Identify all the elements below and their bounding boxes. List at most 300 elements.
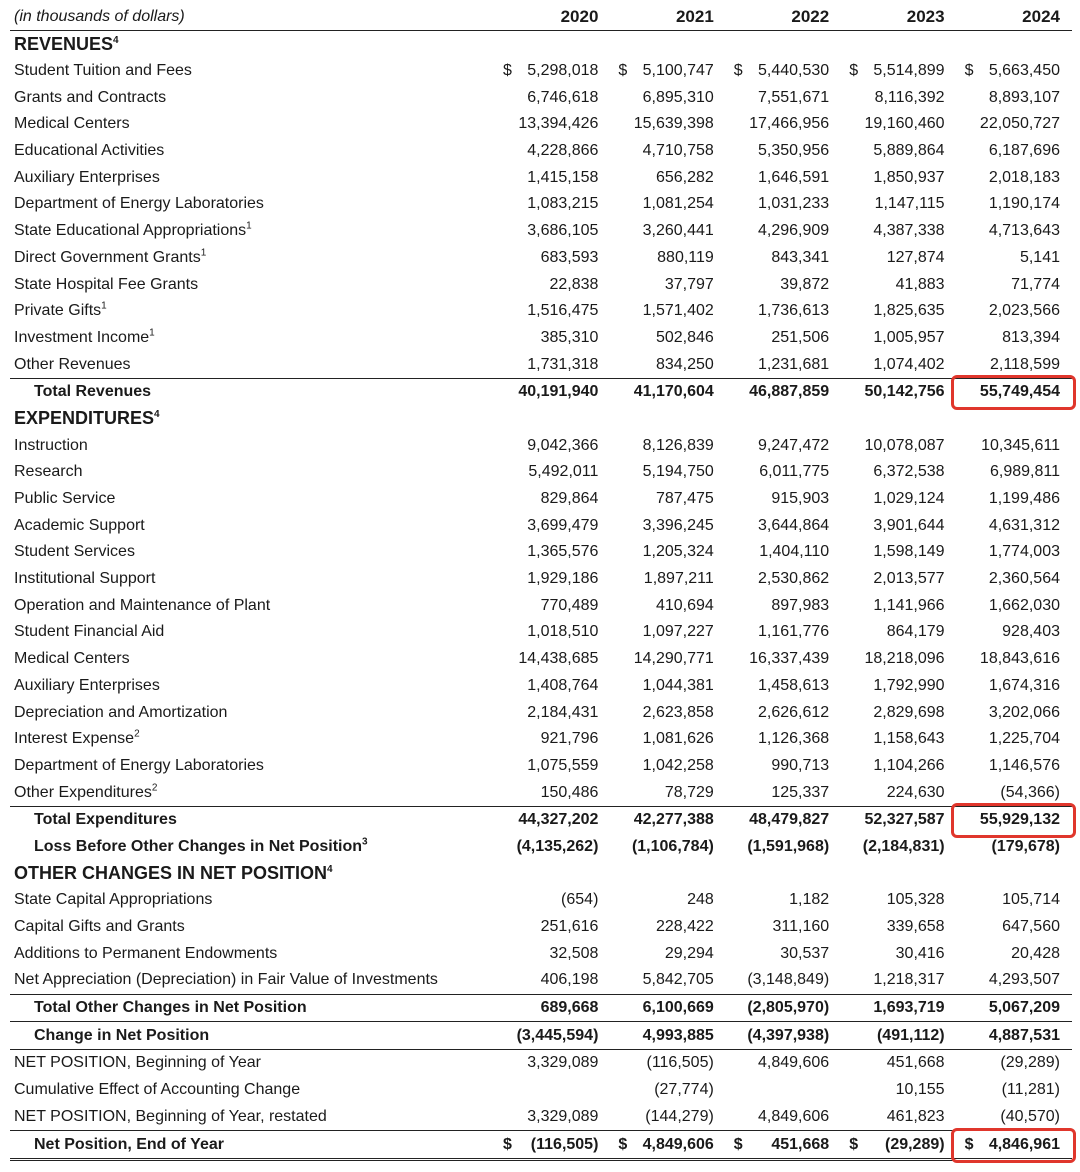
value-text: 1,774,003 bbox=[988, 543, 1060, 561]
value-cell bbox=[957, 860, 1072, 887]
value-cell bbox=[495, 753, 610, 780]
row-label bbox=[10, 914, 495, 941]
table-row bbox=[10, 486, 1072, 513]
value-cell bbox=[610, 459, 725, 486]
value-cell bbox=[726, 512, 841, 539]
value-cell bbox=[841, 351, 956, 378]
value-text: 78,729 bbox=[664, 783, 714, 801]
value-cell bbox=[495, 940, 610, 967]
value-text: 4,849,606 bbox=[758, 1054, 830, 1072]
value-text: 1,147,115 bbox=[874, 195, 945, 213]
total-row bbox=[10, 994, 1072, 1022]
value-text: 71,774 bbox=[1011, 275, 1060, 293]
value-cell bbox=[841, 325, 956, 352]
table-row bbox=[10, 351, 1072, 378]
value-cell bbox=[495, 325, 610, 352]
value-text: 105,328 bbox=[886, 891, 945, 909]
section-heading-row bbox=[10, 860, 1072, 887]
row-label bbox=[10, 1050, 495, 1077]
value-cell bbox=[726, 592, 841, 619]
row-label bbox=[10, 646, 495, 673]
value-text: 385,310 bbox=[540, 328, 599, 346]
value-text: 18,218,096 bbox=[864, 650, 945, 668]
value-cell bbox=[726, 860, 841, 887]
value-cell bbox=[610, 779, 725, 806]
value-text: 864,179 bbox=[886, 623, 945, 641]
value-cell bbox=[841, 887, 956, 914]
row-label bbox=[10, 58, 495, 85]
row-label bbox=[10, 111, 495, 138]
row-label-text: Grants and Contracts bbox=[14, 88, 167, 106]
value-cell bbox=[841, 834, 956, 861]
year-header: 2021 bbox=[610, 4, 725, 31]
value-text: 4,713,643 bbox=[988, 222, 1060, 240]
value-cell bbox=[841, 486, 956, 513]
value-text: 1,097,227 bbox=[642, 623, 714, 641]
value-cell bbox=[610, 351, 725, 378]
value-text: 1,225,704 bbox=[988, 730, 1060, 748]
table-row bbox=[10, 539, 1072, 566]
value-cell bbox=[495, 673, 610, 700]
value-cell bbox=[726, 779, 841, 806]
row-label-text: Auxiliary Enterprises bbox=[14, 168, 160, 186]
value-text: 10,155 bbox=[895, 1081, 945, 1099]
value-cell bbox=[957, 779, 1072, 806]
value-cell bbox=[726, 673, 841, 700]
value-text: 1,141,966 bbox=[873, 596, 945, 614]
value-text: 1,404,110 bbox=[759, 543, 830, 561]
value-text: 3,202,066 bbox=[988, 703, 1060, 721]
table-row bbox=[10, 646, 1072, 673]
row-label-text: Additions to Permanent Endowments bbox=[14, 944, 278, 962]
value-text: 251,506 bbox=[771, 328, 830, 346]
value-text: 4,846,961 bbox=[988, 1135, 1060, 1153]
row-label bbox=[10, 191, 495, 218]
value-cell bbox=[841, 1104, 956, 1131]
value-text: (3,148,849) bbox=[747, 971, 830, 989]
footnote-marker: 1 bbox=[101, 300, 107, 312]
value-cell bbox=[841, 378, 956, 405]
value-cell bbox=[726, 432, 841, 459]
value-text: 502,846 bbox=[655, 328, 714, 346]
value-text: 410,694 bbox=[655, 596, 714, 614]
value-text: 228,422 bbox=[655, 918, 714, 936]
value-text: 39,872 bbox=[780, 275, 830, 293]
value-cell bbox=[610, 1104, 725, 1131]
value-cell bbox=[726, 726, 841, 753]
value-text: 1,674,316 bbox=[988, 676, 1060, 694]
value-text: 770,489 bbox=[540, 596, 599, 614]
value-text: 5,492,011 bbox=[528, 463, 599, 481]
value-cell bbox=[841, 245, 956, 272]
value-text: 4,631,312 bbox=[988, 516, 1060, 534]
value-text: 4,296,909 bbox=[758, 222, 830, 240]
value-text: 787,475 bbox=[655, 490, 714, 508]
value-text: 7,551,671 bbox=[758, 88, 830, 106]
subtotal-row bbox=[10, 834, 1072, 861]
table-row bbox=[10, 298, 1072, 325]
value-text: 127,874 bbox=[886, 248, 945, 266]
value-cell bbox=[610, 298, 725, 325]
table-row bbox=[10, 325, 1072, 352]
value-cell bbox=[726, 566, 841, 593]
value-cell bbox=[726, 619, 841, 646]
currency-symbol: $ bbox=[618, 1135, 628, 1153]
value-text: 1,929,186 bbox=[527, 570, 599, 588]
value-text: 248 bbox=[687, 891, 714, 909]
value-cell bbox=[957, 1022, 1072, 1050]
value-cell bbox=[726, 1131, 841, 1160]
table-row bbox=[10, 1104, 1072, 1131]
value-text: 6,011,775 bbox=[759, 463, 830, 481]
value-text: 6,989,811 bbox=[990, 463, 1060, 481]
row-label bbox=[10, 806, 495, 833]
value-cell bbox=[610, 592, 725, 619]
value-text: (116,505) bbox=[530, 1135, 599, 1153]
row-label-text: OTHER CHANGES IN NET POSITION bbox=[14, 863, 328, 884]
value-cell bbox=[841, 271, 956, 298]
value-cell bbox=[495, 84, 610, 111]
value-cell bbox=[957, 164, 1072, 191]
row-label-text: Net Appreciation (Depreciation) in Fair Value of Investments bbox=[14, 971, 438, 989]
value-cell bbox=[957, 84, 1072, 111]
value-cell bbox=[610, 914, 725, 941]
value-cell bbox=[495, 298, 610, 325]
value-cell bbox=[726, 940, 841, 967]
currency-symbol: $ bbox=[618, 62, 628, 80]
value-text: 1,074,402 bbox=[873, 355, 945, 373]
value-cell bbox=[726, 1077, 841, 1104]
value-cell bbox=[841, 191, 956, 218]
value-cell bbox=[841, 459, 956, 486]
value-cell bbox=[610, 646, 725, 673]
value-text: 3,686,105 bbox=[527, 222, 599, 240]
value-cell bbox=[726, 486, 841, 513]
value-cell bbox=[726, 1050, 841, 1077]
footnote-marker: 3 bbox=[362, 836, 368, 848]
value-cell bbox=[610, 834, 725, 861]
value-text: 14,438,685 bbox=[518, 650, 599, 668]
row-label-text: Other Expenditures bbox=[14, 783, 152, 801]
value-text: 4,993,885 bbox=[642, 1026, 714, 1044]
value-cell bbox=[610, 378, 725, 405]
value-text: 9,042,366 bbox=[527, 436, 599, 454]
value-text: 1,081,626 bbox=[642, 730, 714, 748]
value-cell bbox=[841, 111, 956, 138]
value-cell bbox=[610, 806, 725, 833]
value-text: 1,075,559 bbox=[527, 756, 599, 774]
value-text: 5,440,530 bbox=[758, 62, 830, 80]
value-text: 451,668 bbox=[771, 1135, 830, 1153]
value-text: 1,408,764 bbox=[527, 676, 599, 694]
value-cell bbox=[610, 1131, 725, 1160]
row-label bbox=[10, 351, 495, 378]
value-cell bbox=[610, 1050, 725, 1077]
value-cell bbox=[841, 914, 956, 941]
value-cell bbox=[610, 619, 725, 646]
value-text: 3,329,089 bbox=[527, 1054, 599, 1072]
value-cell bbox=[495, 406, 610, 433]
value-cell bbox=[495, 1022, 610, 1050]
value-text: 10,345,611 bbox=[981, 436, 1060, 454]
row-label bbox=[10, 1131, 495, 1160]
value-cell bbox=[841, 58, 956, 85]
table-row bbox=[10, 699, 1072, 726]
value-text: 5,194,750 bbox=[642, 463, 714, 481]
value-cell bbox=[841, 592, 956, 619]
value-cell bbox=[726, 406, 841, 433]
currency-symbol: $ bbox=[849, 1135, 859, 1153]
value-text: 2,013,577 bbox=[873, 570, 945, 588]
value-cell bbox=[610, 994, 725, 1022]
value-text: 1,042,258 bbox=[642, 756, 714, 774]
value-cell bbox=[957, 1131, 1072, 1160]
value-text: 2,018,183 bbox=[988, 168, 1060, 186]
row-label-text: State Educational Appropriations bbox=[14, 222, 247, 240]
value-cell bbox=[841, 967, 956, 994]
value-cell bbox=[726, 325, 841, 352]
value-cell bbox=[495, 378, 610, 405]
value-text: 3,644,864 bbox=[758, 516, 830, 534]
value-text: 2,626,612 bbox=[758, 703, 830, 721]
value-cell bbox=[957, 726, 1072, 753]
value-text: 683,593 bbox=[540, 248, 599, 266]
value-text: 2,829,698 bbox=[873, 703, 945, 721]
row-label bbox=[10, 271, 495, 298]
table-row bbox=[10, 592, 1072, 619]
value-cell bbox=[841, 164, 956, 191]
footnote-marker: 2 bbox=[151, 782, 158, 794]
row-label-text: Total Revenues bbox=[34, 383, 152, 401]
value-cell bbox=[726, 806, 841, 833]
row-label-text: Medical Centers bbox=[14, 115, 130, 133]
value-text: (1,591,968) bbox=[747, 837, 830, 855]
value-text: 5,350,956 bbox=[758, 142, 830, 160]
value-cell bbox=[495, 459, 610, 486]
table-row bbox=[10, 1050, 1072, 1077]
value-text: (11,281) bbox=[1001, 1081, 1060, 1099]
row-label-text: Change in Net Position bbox=[34, 1026, 210, 1044]
value-text: 8,126,839 bbox=[642, 436, 714, 454]
value-text: 1,792,990 bbox=[873, 676, 945, 694]
value-text: (3,445,594) bbox=[516, 1026, 599, 1044]
value-text: 915,903 bbox=[771, 490, 830, 508]
value-cell bbox=[957, 271, 1072, 298]
value-text: 1,146,576 bbox=[988, 756, 1060, 774]
units-label: (in thousands of dollars) bbox=[10, 4, 495, 31]
row-label-text: Other Revenues bbox=[14, 355, 131, 373]
row-label bbox=[10, 512, 495, 539]
value-cell bbox=[957, 298, 1072, 325]
row-label bbox=[10, 406, 495, 433]
value-cell bbox=[495, 619, 610, 646]
value-text: 2,360,564 bbox=[988, 570, 1060, 588]
row-label-text: Medical Centers bbox=[14, 650, 130, 668]
value-text: 15,639,398 bbox=[633, 115, 714, 133]
row-label bbox=[10, 245, 495, 272]
value-text: 1,231,681 bbox=[758, 355, 830, 373]
table-row bbox=[10, 726, 1072, 753]
value-text: 2,184,431 bbox=[527, 703, 599, 721]
value-text: 1,646,591 bbox=[758, 168, 830, 186]
value-cell bbox=[726, 351, 841, 378]
row-label bbox=[10, 566, 495, 593]
value-cell bbox=[726, 271, 841, 298]
value-text: 6,746,618 bbox=[527, 88, 599, 106]
total-row bbox=[10, 806, 1072, 833]
value-text: 5,889,864 bbox=[873, 142, 945, 160]
value-text: 22,838 bbox=[549, 275, 599, 293]
value-text: 1,598,149 bbox=[873, 543, 945, 561]
value-text: (4,397,938) bbox=[747, 1026, 830, 1044]
year-header: 2024 bbox=[957, 4, 1072, 31]
value-cell bbox=[841, 673, 956, 700]
row-label-text: Loss Before Other Changes in Net Position bbox=[34, 837, 363, 855]
value-cell bbox=[495, 834, 610, 861]
value-text: 1,199,486 bbox=[988, 490, 1060, 508]
row-label bbox=[10, 1104, 495, 1131]
row-label bbox=[10, 138, 495, 165]
value-text: 1,205,324 bbox=[642, 543, 714, 561]
row-label bbox=[10, 967, 495, 994]
value-text: 18,843,616 bbox=[979, 650, 1060, 668]
row-label-text: Direct Government Grants bbox=[14, 248, 201, 266]
value-cell bbox=[957, 31, 1072, 58]
value-text: 42,277,388 bbox=[633, 811, 714, 829]
value-cell bbox=[726, 111, 841, 138]
value-cell bbox=[957, 486, 1072, 513]
value-cell bbox=[957, 218, 1072, 245]
value-text: 1,044,381 bbox=[642, 676, 714, 694]
value-cell bbox=[726, 699, 841, 726]
value-cell bbox=[610, 164, 725, 191]
row-label-text: Auxiliary Enterprises bbox=[14, 676, 160, 694]
value-text: (144,279) bbox=[645, 1107, 714, 1125]
value-cell bbox=[841, 84, 956, 111]
section-heading-row bbox=[10, 31, 1072, 58]
value-text: 4,710,758 bbox=[642, 142, 714, 160]
value-cell bbox=[957, 325, 1072, 352]
row-label bbox=[10, 753, 495, 780]
value-cell bbox=[841, 1131, 956, 1160]
value-text: 105,714 bbox=[1002, 891, 1060, 909]
row-label-text: Institutional Support bbox=[14, 570, 156, 588]
value-cell bbox=[957, 378, 1072, 405]
value-cell bbox=[495, 646, 610, 673]
year-header: 2023 bbox=[841, 4, 956, 31]
value-cell bbox=[495, 486, 610, 513]
value-text: 4,849,606 bbox=[642, 1135, 714, 1153]
value-text: 41,170,604 bbox=[633, 383, 714, 401]
value-cell bbox=[610, 539, 725, 566]
value-cell bbox=[841, 218, 956, 245]
value-text: 461,823 bbox=[886, 1107, 945, 1125]
row-label bbox=[10, 860, 495, 887]
header-row bbox=[10, 4, 1072, 31]
section-heading-row bbox=[10, 406, 1072, 433]
value-cell bbox=[495, 191, 610, 218]
table-row bbox=[10, 164, 1072, 191]
statement-table bbox=[10, 4, 1072, 1161]
value-text: 13,394,426 bbox=[518, 115, 599, 133]
row-label-text: Net Position, End of Year bbox=[34, 1135, 224, 1153]
value-text: 1,731,318 bbox=[527, 355, 599, 373]
value-cell bbox=[495, 592, 610, 619]
value-cell bbox=[495, 539, 610, 566]
value-text: 14,290,771 bbox=[633, 650, 714, 668]
value-text: (29,289) bbox=[884, 1135, 945, 1153]
row-label-text: Depreciation and Amortization bbox=[14, 703, 228, 721]
value-cell bbox=[841, 753, 956, 780]
value-cell bbox=[957, 967, 1072, 994]
value-text: 843,341 bbox=[771, 248, 830, 266]
value-cell bbox=[726, 84, 841, 111]
value-cell bbox=[841, 31, 956, 58]
row-label-text: Department of Energy Laboratories bbox=[14, 195, 264, 213]
table-row bbox=[10, 887, 1072, 914]
value-cell bbox=[495, 914, 610, 941]
value-cell bbox=[726, 164, 841, 191]
value-text: 311,160 bbox=[772, 918, 830, 936]
table-row bbox=[10, 673, 1072, 700]
value-text: 5,842,705 bbox=[642, 971, 714, 989]
value-text: 1,161,776 bbox=[758, 623, 830, 641]
value-cell bbox=[726, 58, 841, 85]
value-cell bbox=[495, 512, 610, 539]
value-text: 1,104,266 bbox=[873, 756, 945, 774]
value-text: 990,713 bbox=[771, 756, 830, 774]
row-label bbox=[10, 539, 495, 566]
table-row bbox=[10, 271, 1072, 298]
value-text: 1,662,030 bbox=[988, 596, 1060, 614]
value-text: 8,116,392 bbox=[874, 88, 945, 106]
value-cell bbox=[610, 566, 725, 593]
value-text: 125,337 bbox=[771, 783, 830, 801]
value-text: (654) bbox=[561, 891, 599, 909]
value-cell bbox=[495, 967, 610, 994]
value-text: 1,218,317 bbox=[873, 971, 945, 989]
value-cell bbox=[841, 1077, 956, 1104]
value-cell bbox=[841, 539, 956, 566]
row-label-text: Educational Activities bbox=[14, 142, 165, 160]
value-cell bbox=[726, 245, 841, 272]
value-cell bbox=[841, 566, 956, 593]
value-text: 10,078,087 bbox=[864, 436, 945, 454]
row-label-text: Academic Support bbox=[14, 516, 145, 534]
value-cell bbox=[610, 726, 725, 753]
value-cell bbox=[610, 218, 725, 245]
row-label-text: Instruction bbox=[14, 436, 88, 454]
currency-symbol: $ bbox=[733, 1135, 743, 1153]
value-text: 1,516,475 bbox=[527, 302, 599, 320]
value-text: 55,929,132 bbox=[979, 811, 1060, 829]
value-cell bbox=[957, 673, 1072, 700]
value-text: 1,126,368 bbox=[758, 730, 830, 748]
row-label-text: Department of Energy Laboratories bbox=[14, 756, 264, 774]
value-text: 32,508 bbox=[549, 944, 599, 962]
value-text: 19,160,460 bbox=[864, 115, 945, 133]
table-row bbox=[10, 218, 1072, 245]
value-cell bbox=[841, 1022, 956, 1050]
table-row bbox=[10, 566, 1072, 593]
value-cell bbox=[610, 1077, 725, 1104]
row-label-text: Investment Income bbox=[14, 328, 150, 346]
value-text: 656,282 bbox=[655, 168, 714, 186]
value-text: 20,428 bbox=[1011, 944, 1060, 962]
value-text: 46,887,859 bbox=[749, 383, 830, 401]
value-text: 30,416 bbox=[895, 944, 945, 962]
row-label-text: Public Service bbox=[14, 490, 116, 508]
